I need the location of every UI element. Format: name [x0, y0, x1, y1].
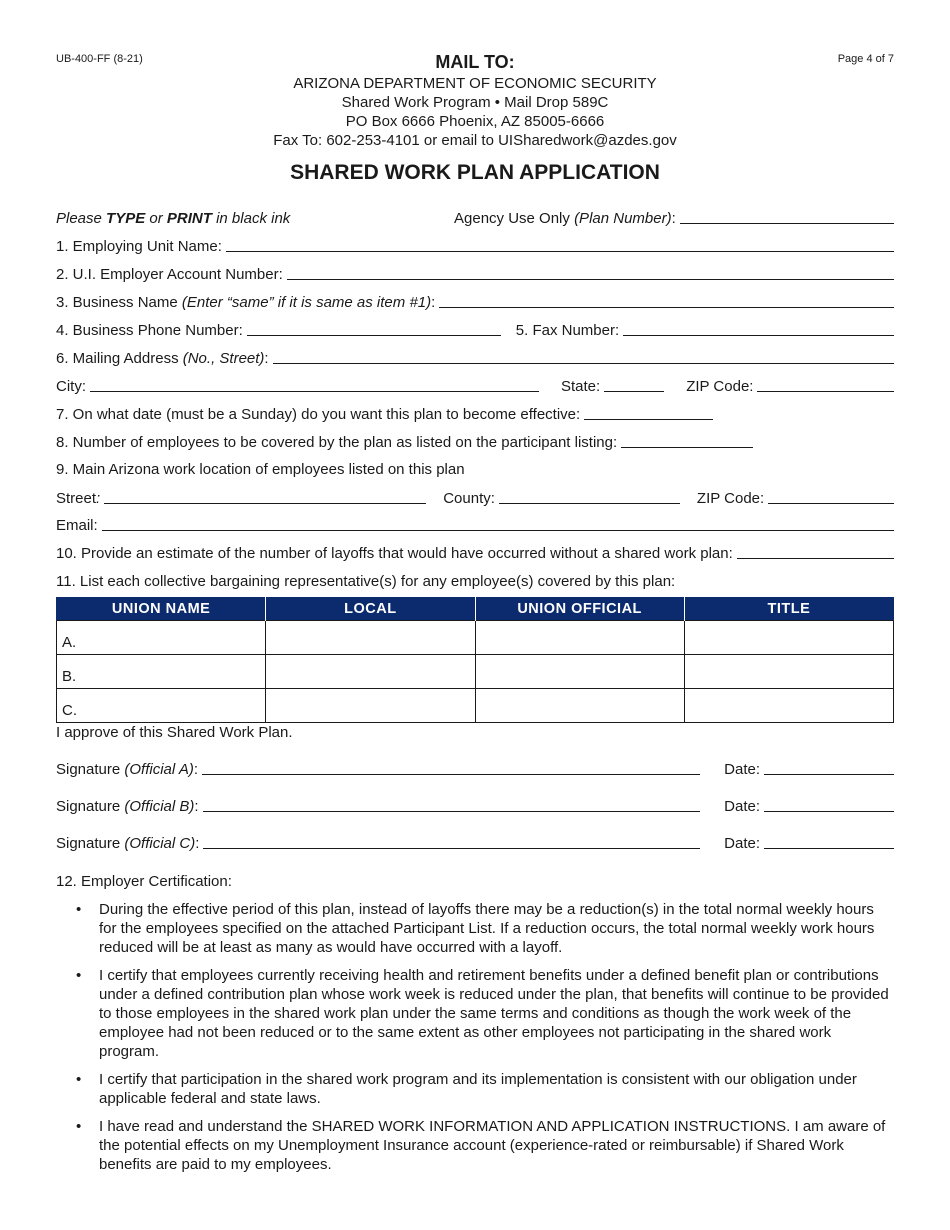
- effective-date-label: 7. On what date (must be a Sunday) do you want this plan to become effective:: [56, 406, 581, 423]
- street-field[interactable]: [104, 502, 426, 504]
- street-label: Street:: [56, 490, 101, 507]
- mailing-address-row: [56, 345, 894, 367]
- account-number-label: 2. U.I. Employer Account Number:: [56, 266, 283, 283]
- zip-label: ZIP Code:: [686, 378, 754, 395]
- city-state-zip-row: [56, 373, 894, 395]
- location-address-row: [56, 485, 894, 507]
- date-c-field[interactable]: [764, 847, 894, 849]
- local-cell[interactable]: [266, 621, 475, 655]
- signature-b-row: [56, 793, 894, 815]
- table-row: [57, 689, 894, 723]
- mailing-address-label: 6. Mailing Address (No., Street):: [56, 350, 269, 367]
- signature-c-field[interactable]: [203, 847, 700, 849]
- signature-a-label: Signature (Official A):: [56, 761, 199, 778]
- signature-a-field[interactable]: [202, 773, 700, 775]
- certification-list: [56, 900, 894, 1183]
- union-official-cell[interactable]: [475, 621, 684, 655]
- employing-unit-row: [56, 233, 894, 255]
- approval-row: [56, 719, 894, 741]
- union-table: [56, 597, 894, 723]
- address-line: PO Box 6666 Phoenix, AZ 85005-6666: [345, 113, 605, 130]
- union-table-header: [57, 597, 894, 621]
- union-name-cell[interactable]: A.: [57, 621, 266, 655]
- header-title: TITLE: [684, 597, 893, 621]
- header-union-name: UNION NAME: [57, 597, 266, 621]
- ink-instructions: Please TYPE or PRINT in black ink: [56, 210, 291, 227]
- signature-c-label: Signature (Official C):: [56, 835, 200, 852]
- city-field[interactable]: [90, 390, 539, 392]
- date-c-label: Date:: [724, 835, 760, 852]
- account-number-row: [56, 261, 894, 283]
- business-name-row: [56, 289, 894, 311]
- county-label: County:: [443, 490, 495, 507]
- list-item: • I have read and understand the SHARED WORK INFORMATION AND APPLICATION INSTRUCTIONS. I am aware of the potential effects on my Unemployment Insurance account (experience-rated or reimbursable) if Shared Work benefits are paid to my employees.: [56, 1117, 894, 1174]
- work-location-label: 9. Main Arizona work location of employees listed on this plan: [56, 461, 465, 478]
- approval-text: I approve of this Shared Work Plan.: [56, 724, 293, 741]
- mail-to-block: [0, 52, 950, 150]
- date-a-label: Date:: [724, 761, 760, 778]
- header-local: LOCAL: [266, 597, 475, 621]
- business-phone-label: 4. Business Phone Number:: [56, 322, 243, 339]
- list-item: • I certify that participation in the shared work program and its implementation is consistent with our obligation under applicable federal and state laws.: [56, 1070, 894, 1108]
- signature-b-label: Signature (Official B):: [56, 798, 199, 815]
- title-cell[interactable]: [684, 621, 893, 655]
- date-a-field[interactable]: [764, 773, 894, 775]
- email-field[interactable]: [102, 529, 894, 531]
- phone-fax-row: [56, 317, 894, 339]
- business-name-label: 3. Business Name (Enter “same” if it is same as item #1):: [56, 294, 436, 311]
- union-official-cell[interactable]: [475, 655, 684, 689]
- effective-date-field[interactable]: [584, 418, 713, 420]
- location-zip-field[interactable]: [768, 502, 894, 504]
- local-cell[interactable]: [266, 689, 475, 723]
- list-item: • During the effective period of this plan, instead of layoffs there may be a reduction(s) in the total normal weekly hours for the employees specified on the attached Participant List. If a reduction occurs, the total normal weekly work hours reduced will be at least as many as would have occurred with a layoff.: [56, 900, 894, 957]
- local-cell[interactable]: [266, 655, 475, 689]
- layoff-estimate-row: [56, 540, 894, 562]
- signature-c-row: [56, 830, 894, 852]
- signature-a-row: [56, 756, 894, 778]
- business-phone-field[interactable]: [247, 334, 501, 336]
- work-location-row: [56, 456, 894, 478]
- location-zip-label: ZIP Code:: [696, 490, 765, 507]
- title-cell[interactable]: [684, 689, 893, 723]
- fax-number-field[interactable]: [623, 334, 894, 336]
- header-union-official: UNION OFFICIAL: [475, 597, 684, 621]
- city-label: City:: [56, 378, 86, 395]
- page-number: Page 4 of 7: [837, 53, 894, 65]
- page-title: SHARED WORK PLAN APPLICATION: [290, 161, 660, 184]
- bargaining-rep-row: [56, 568, 894, 590]
- plan-number-field[interactable]: [680, 222, 894, 224]
- business-name-field[interactable]: [439, 306, 894, 308]
- instructions-row: [56, 205, 894, 227]
- list-item: • I certify that employees currently receiving health and retirement benefits under a defined benefit plan or contributions under a defined contribution plan whose work week is reduced under the plan, that benefits will continue to be provided to those employees in the shared work plan under the same terms and conditions as though the work week of the employee had not been reduced or to the same extent as other employees not participating in the shared work program.: [56, 966, 894, 1061]
- certification-heading-row: [56, 868, 894, 890]
- union-name-cell[interactable]: C.: [57, 689, 266, 723]
- zip-field[interactable]: [757, 390, 894, 392]
- employee-count-field[interactable]: [621, 446, 753, 448]
- email-row: [56, 512, 894, 534]
- state-label: State:: [561, 378, 601, 395]
- fax-number-label: 5. Fax Number:: [515, 322, 620, 339]
- county-field[interactable]: [499, 502, 680, 504]
- table-row: [57, 621, 894, 655]
- email-label: Email:: [56, 517, 98, 534]
- bargaining-rep-label: 11. List each collective bargaining representative(s) for any employee(s) covered by this plan:: [56, 573, 676, 590]
- table-row: [57, 655, 894, 689]
- signature-b-field[interactable]: [203, 810, 701, 812]
- mailing-address-field[interactable]: [273, 362, 894, 364]
- effective-date-row: [56, 401, 894, 423]
- account-number-field[interactable]: [287, 278, 894, 280]
- employee-count-row: [56, 429, 894, 451]
- agency-use-label: Agency Use Only (Plan Number):: [454, 210, 676, 227]
- layoff-estimate-field[interactable]: [737, 557, 894, 559]
- employee-count-label: 8. Number of employees to be covered by the plan as listed on the participant listing:: [56, 434, 618, 451]
- union-name-cell[interactable]: B.: [57, 655, 266, 689]
- date-b-field[interactable]: [764, 810, 894, 812]
- employing-unit-field[interactable]: [226, 250, 894, 252]
- address-line: ARIZONA DEPARTMENT OF ECONOMIC SECURITY: [293, 75, 657, 92]
- employing-unit-label: 1. Employing Unit Name:: [56, 238, 222, 255]
- union-official-cell[interactable]: [475, 689, 684, 723]
- address-line: Fax To: 602-253-4101 or email to UISharedwork@azdes.gov: [273, 132, 677, 149]
- layoff-estimate-label: 10. Provide an estimate of the number of layoffs that would have occurred without a shared work plan:: [56, 545, 733, 562]
- state-field[interactable]: [604, 390, 664, 392]
- title-cell[interactable]: [684, 655, 893, 689]
- mail-to-heading: MAIL TO:: [435, 52, 515, 72]
- certification-heading: 12. Employer Certification:: [56, 873, 232, 890]
- date-b-label: Date:: [724, 798, 760, 815]
- address-line: Shared Work Program • Mail Drop 589C: [341, 94, 609, 111]
- form-code: UB-400-FF (8-21): [56, 53, 143, 65]
